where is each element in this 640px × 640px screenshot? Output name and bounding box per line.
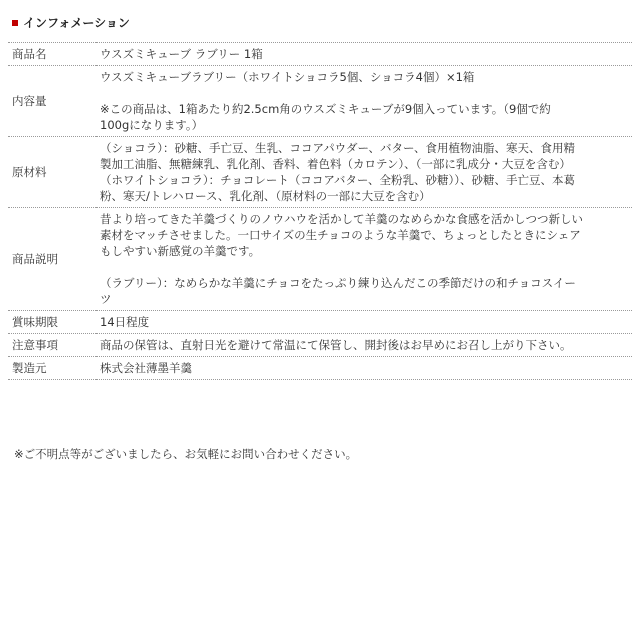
- content-line: 株式会社薄墨羊羹: [100, 361, 192, 375]
- row-content: [96, 208, 632, 311]
- row-label: 原材料: [8, 137, 96, 208]
- info-row-product-name: [8, 43, 632, 66]
- row-content: [96, 311, 632, 334]
- content-line: （ラブリー）：なめらかな羊羹にチョコをたっぷり練り込んだこの季節だけの和チョコスイー: [100, 276, 576, 290]
- section-title: インフォメーション: [23, 16, 130, 30]
- info-row-ingredients: [8, 137, 632, 208]
- footer-note: ※ご不明点等がございましたら、お気軽にお問い合わせください。: [14, 447, 358, 461]
- content-line: 商品の保管は、直射日光を避けて常温にて保管し、開封後はお早めにお召し上がり下さい。: [100, 338, 572, 352]
- row-label: 注意事項: [8, 334, 96, 357]
- content-line: ウスズミキューブラブリー（ホワイトショコラ5個、ショコラ4個）×1箱: [100, 70, 475, 84]
- content-line: 素材をマッチさせました。一口サイズの生チョコのような羊羹で、ちょっとしたときにシェア: [100, 228, 581, 242]
- row-label: 商品名: [8, 43, 96, 66]
- red-square-icon: [12, 20, 18, 26]
- info-row-description: [8, 208, 632, 311]
- blank-line: [100, 259, 628, 275]
- row-label: 内容量: [8, 66, 96, 137]
- blank-line: [100, 85, 628, 101]
- content-line: （ホワイトショコラ）：チョコレート（ココアバター、全粉乳、砂糖））、砂糖、手亡豆、本葛: [100, 173, 575, 187]
- info-table: [8, 42, 632, 380]
- content-line: 100gになります。）: [100, 118, 204, 132]
- info-row-best-before: [8, 311, 632, 334]
- info-row-notes: [8, 334, 632, 357]
- row-content: [96, 357, 632, 380]
- content-line: ツ: [100, 292, 112, 306]
- content-line: （ショコラ）：砂糖、手亡豆、生乳、ココアパウダー、バター、食用植物油脂、寒天、食用精: [100, 141, 576, 155]
- row-label: 賞味期限: [8, 311, 96, 334]
- row-content: [96, 43, 632, 66]
- info-row-manufacturer: [8, 357, 632, 380]
- section-header: [12, 14, 130, 31]
- content-line: 昔より培ってきた羊羹づくりのノウハウを活かして羊羹のなめらかな食感を活かしつつ新しい: [100, 212, 583, 226]
- info-row-contents: [8, 66, 632, 137]
- row-content: [96, 334, 632, 357]
- content-line: ※この商品は、1箱あたり約2.5cm角のウスズミキューブが9個入っています。（9個で約: [100, 102, 551, 116]
- content-line: 粉、寒天/トレハロース、乳化剤、（原材料の一部に大豆を含む）: [100, 189, 431, 203]
- content-line: ウスズミキューブ ラブリー 1箱: [100, 47, 263, 61]
- row-label: 商品説明: [8, 208, 96, 311]
- row-label: 製造元: [8, 357, 96, 380]
- content-line: 製加工油脂、無糖練乳、乳化剤、香料、着色料（カロテン）、（一部に乳成分・大豆を含む）: [100, 157, 571, 171]
- content-line: もしやすい新感覚の羊羹です。: [100, 244, 261, 258]
- row-content: [96, 137, 632, 208]
- row-content: [96, 66, 632, 137]
- content-line: 14日程度: [100, 315, 150, 329]
